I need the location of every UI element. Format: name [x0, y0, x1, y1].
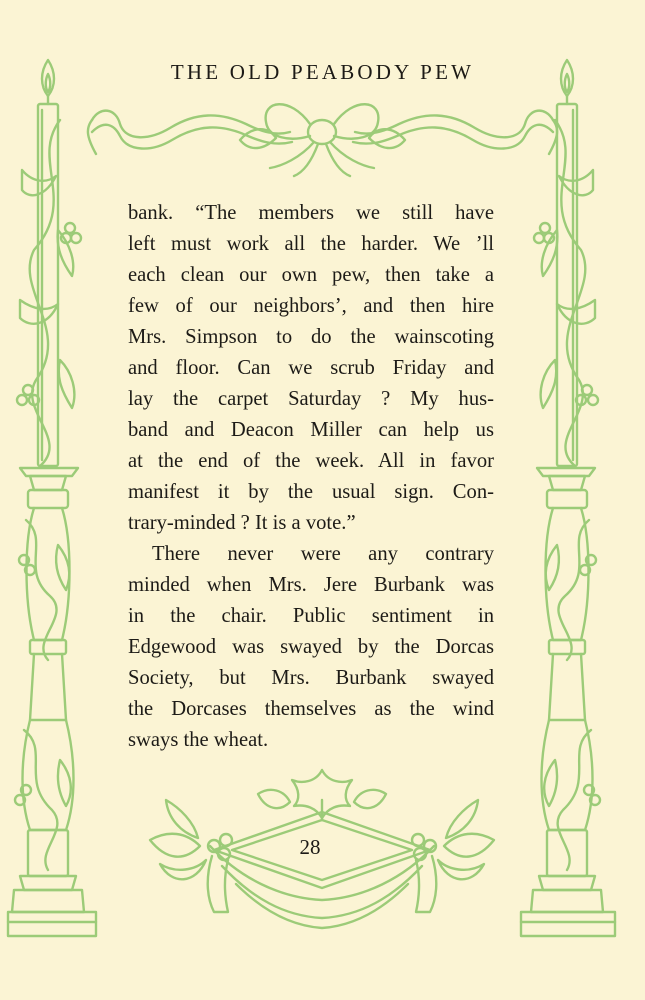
text-line: There never were any contrary	[152, 543, 494, 565]
text-line: minded when Mrs. Jere Burbank was	[128, 574, 494, 596]
text-line: few of our neighbors’, and then hire	[128, 295, 494, 317]
text-line: Society, but Mrs. Burbank swayed	[128, 667, 494, 689]
text-line: band and Deacon Miller can help us	[128, 419, 494, 441]
text-line: the Dorcases themselves as the wind	[128, 698, 494, 720]
text-line: Mrs. Simpson to do the wainscoting	[128, 326, 494, 348]
body-text	[128, 198, 494, 756]
text-line: manifest it by the usual sign. Con-	[128, 481, 494, 503]
text-line: in the chair. Public sentiment in	[128, 605, 494, 627]
page-number: 28	[299, 835, 321, 859]
text-line: left must work all the harder. We ’ll	[128, 233, 494, 255]
text-line: trary-minded ? It is a vote.”	[128, 512, 356, 534]
text-line: lay the carpet Saturday ? My hus-	[128, 388, 494, 410]
ribbon-bow-icon	[88, 104, 557, 176]
running-title: THE OLD PEABODY PEW	[170, 60, 475, 84]
candle-holly-column-right-icon	[521, 60, 615, 936]
text-line: sways the wheat.	[128, 729, 269, 751]
text-line: at the end of the week. All in favor	[128, 450, 494, 472]
text-line: bank. “The members we still have	[128, 202, 494, 224]
text-line: each clean our own pew, then take a	[128, 264, 494, 286]
text-line: Edgewood was swayed by the Dorcas	[128, 636, 494, 658]
text-line: and floor. Can we scrub Friday and	[128, 357, 494, 379]
candle-holly-column-left-icon	[8, 60, 96, 936]
